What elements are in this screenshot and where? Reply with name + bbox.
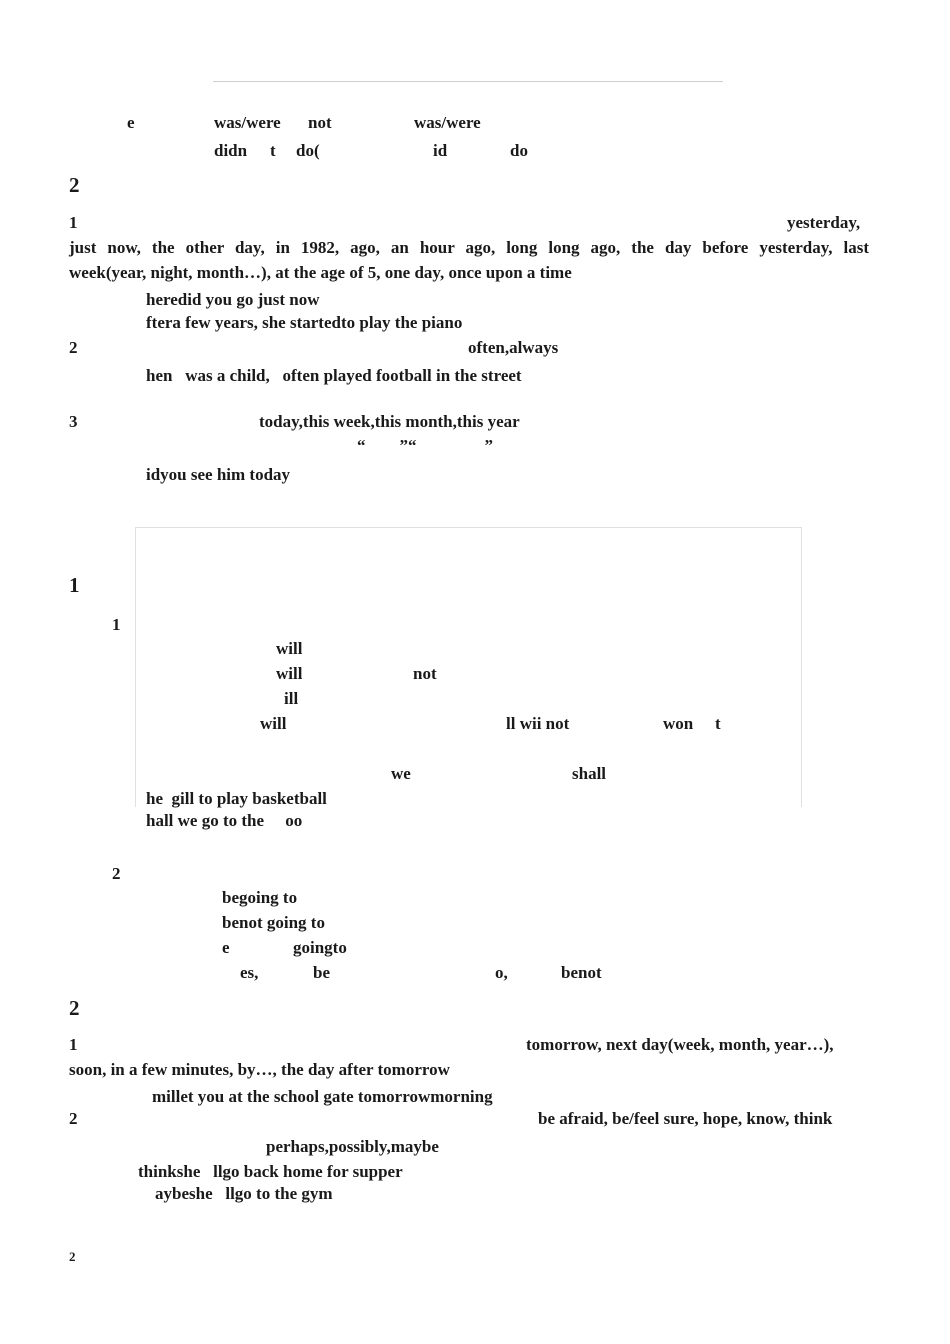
example-sentence: hen was a child, often played football in the street bbox=[146, 366, 522, 385]
grammar-word: won bbox=[663, 714, 694, 733]
grammar-word: t bbox=[715, 714, 721, 733]
time-words: tomorrow, next day(week, month, year…), bbox=[526, 1035, 834, 1054]
grammar-phrase: es, bbox=[240, 963, 259, 982]
grammar-phrase: e bbox=[222, 938, 230, 957]
header-text: was/were bbox=[414, 113, 481, 132]
adverb-words: perhaps,possibly,maybe bbox=[266, 1137, 439, 1156]
grammar-word: will bbox=[276, 664, 303, 683]
grammar-word: will bbox=[260, 714, 287, 733]
grammar-phrase: goingto bbox=[293, 938, 347, 957]
header-text: id bbox=[433, 141, 448, 160]
item-number: 1 bbox=[69, 213, 78, 232]
section-heading: 1 bbox=[69, 573, 80, 597]
item-number: 1 bbox=[112, 615, 121, 634]
example-sentence: idyou see him today bbox=[146, 465, 291, 484]
grammar-phrase: benot bbox=[561, 963, 602, 982]
grammar-word: not bbox=[413, 664, 437, 683]
item-number: 2 bbox=[69, 338, 78, 357]
header-text: didn bbox=[214, 141, 248, 160]
header-text: do( bbox=[296, 141, 320, 160]
time-words: yesterday, bbox=[787, 213, 861, 232]
grammar-phrase: be bbox=[313, 963, 330, 982]
time-words: today,this week,this month,this year bbox=[259, 412, 520, 431]
example-sentence: he gill to play basketball bbox=[146, 789, 327, 808]
frequency-words: often,always bbox=[468, 338, 559, 357]
time-words-line: soon, in a few minutes, by…, the day after tomorrow bbox=[69, 1060, 450, 1079]
time-words-line: just now, the other day, in 1982, ago, an hour ago, long long ago, the day before yesterday, last bbox=[69, 238, 869, 257]
example-sentence: ftera few years, she startedto play the piano bbox=[146, 313, 463, 332]
header-text: e bbox=[127, 113, 135, 132]
top-divider bbox=[213, 81, 723, 82]
example-sentence: heredid you go just now bbox=[146, 290, 320, 309]
future-tense-box bbox=[135, 527, 802, 807]
grammar-phrase: benot going to bbox=[222, 913, 325, 932]
page-number: 2 bbox=[69, 1249, 76, 1264]
item-number: 3 bbox=[69, 412, 78, 431]
item-number: 2 bbox=[69, 1109, 78, 1128]
grammar-word: ll wii not bbox=[506, 714, 570, 733]
grammar-word: shall bbox=[572, 764, 607, 783]
grammar-word: we bbox=[391, 764, 411, 783]
grammar-word: ill bbox=[284, 689, 299, 708]
header-text: do bbox=[510, 141, 528, 160]
verb-words: be afraid, be/feel sure, hope, know, think bbox=[538, 1109, 833, 1128]
header-text: t bbox=[270, 141, 276, 160]
item-number: 1 bbox=[69, 1035, 78, 1054]
grammar-phrase: begoing to bbox=[222, 888, 298, 907]
time-words-line: week(year, night, month…), at the age of 5, one day, once upon a time bbox=[69, 263, 572, 282]
grammar-word: will bbox=[276, 639, 303, 658]
header-text: not bbox=[308, 113, 332, 132]
header-text: was/were bbox=[214, 113, 281, 132]
example-sentence: thinkshe llgo back home for supper bbox=[138, 1162, 403, 1181]
grammar-phrase: o, bbox=[495, 963, 508, 982]
section-heading: 2 bbox=[69, 996, 80, 1020]
item-number: 2 bbox=[112, 864, 121, 883]
example-sentence: millet you at the school gate tomorrowmorning bbox=[152, 1087, 493, 1106]
example-sentence: aybeshe llgo to the gym bbox=[155, 1184, 333, 1203]
example-sentence: hall we go to the oo bbox=[146, 811, 303, 830]
quote-marks: “ ”“ ” bbox=[357, 436, 493, 455]
section-heading: 2 bbox=[69, 173, 80, 197]
